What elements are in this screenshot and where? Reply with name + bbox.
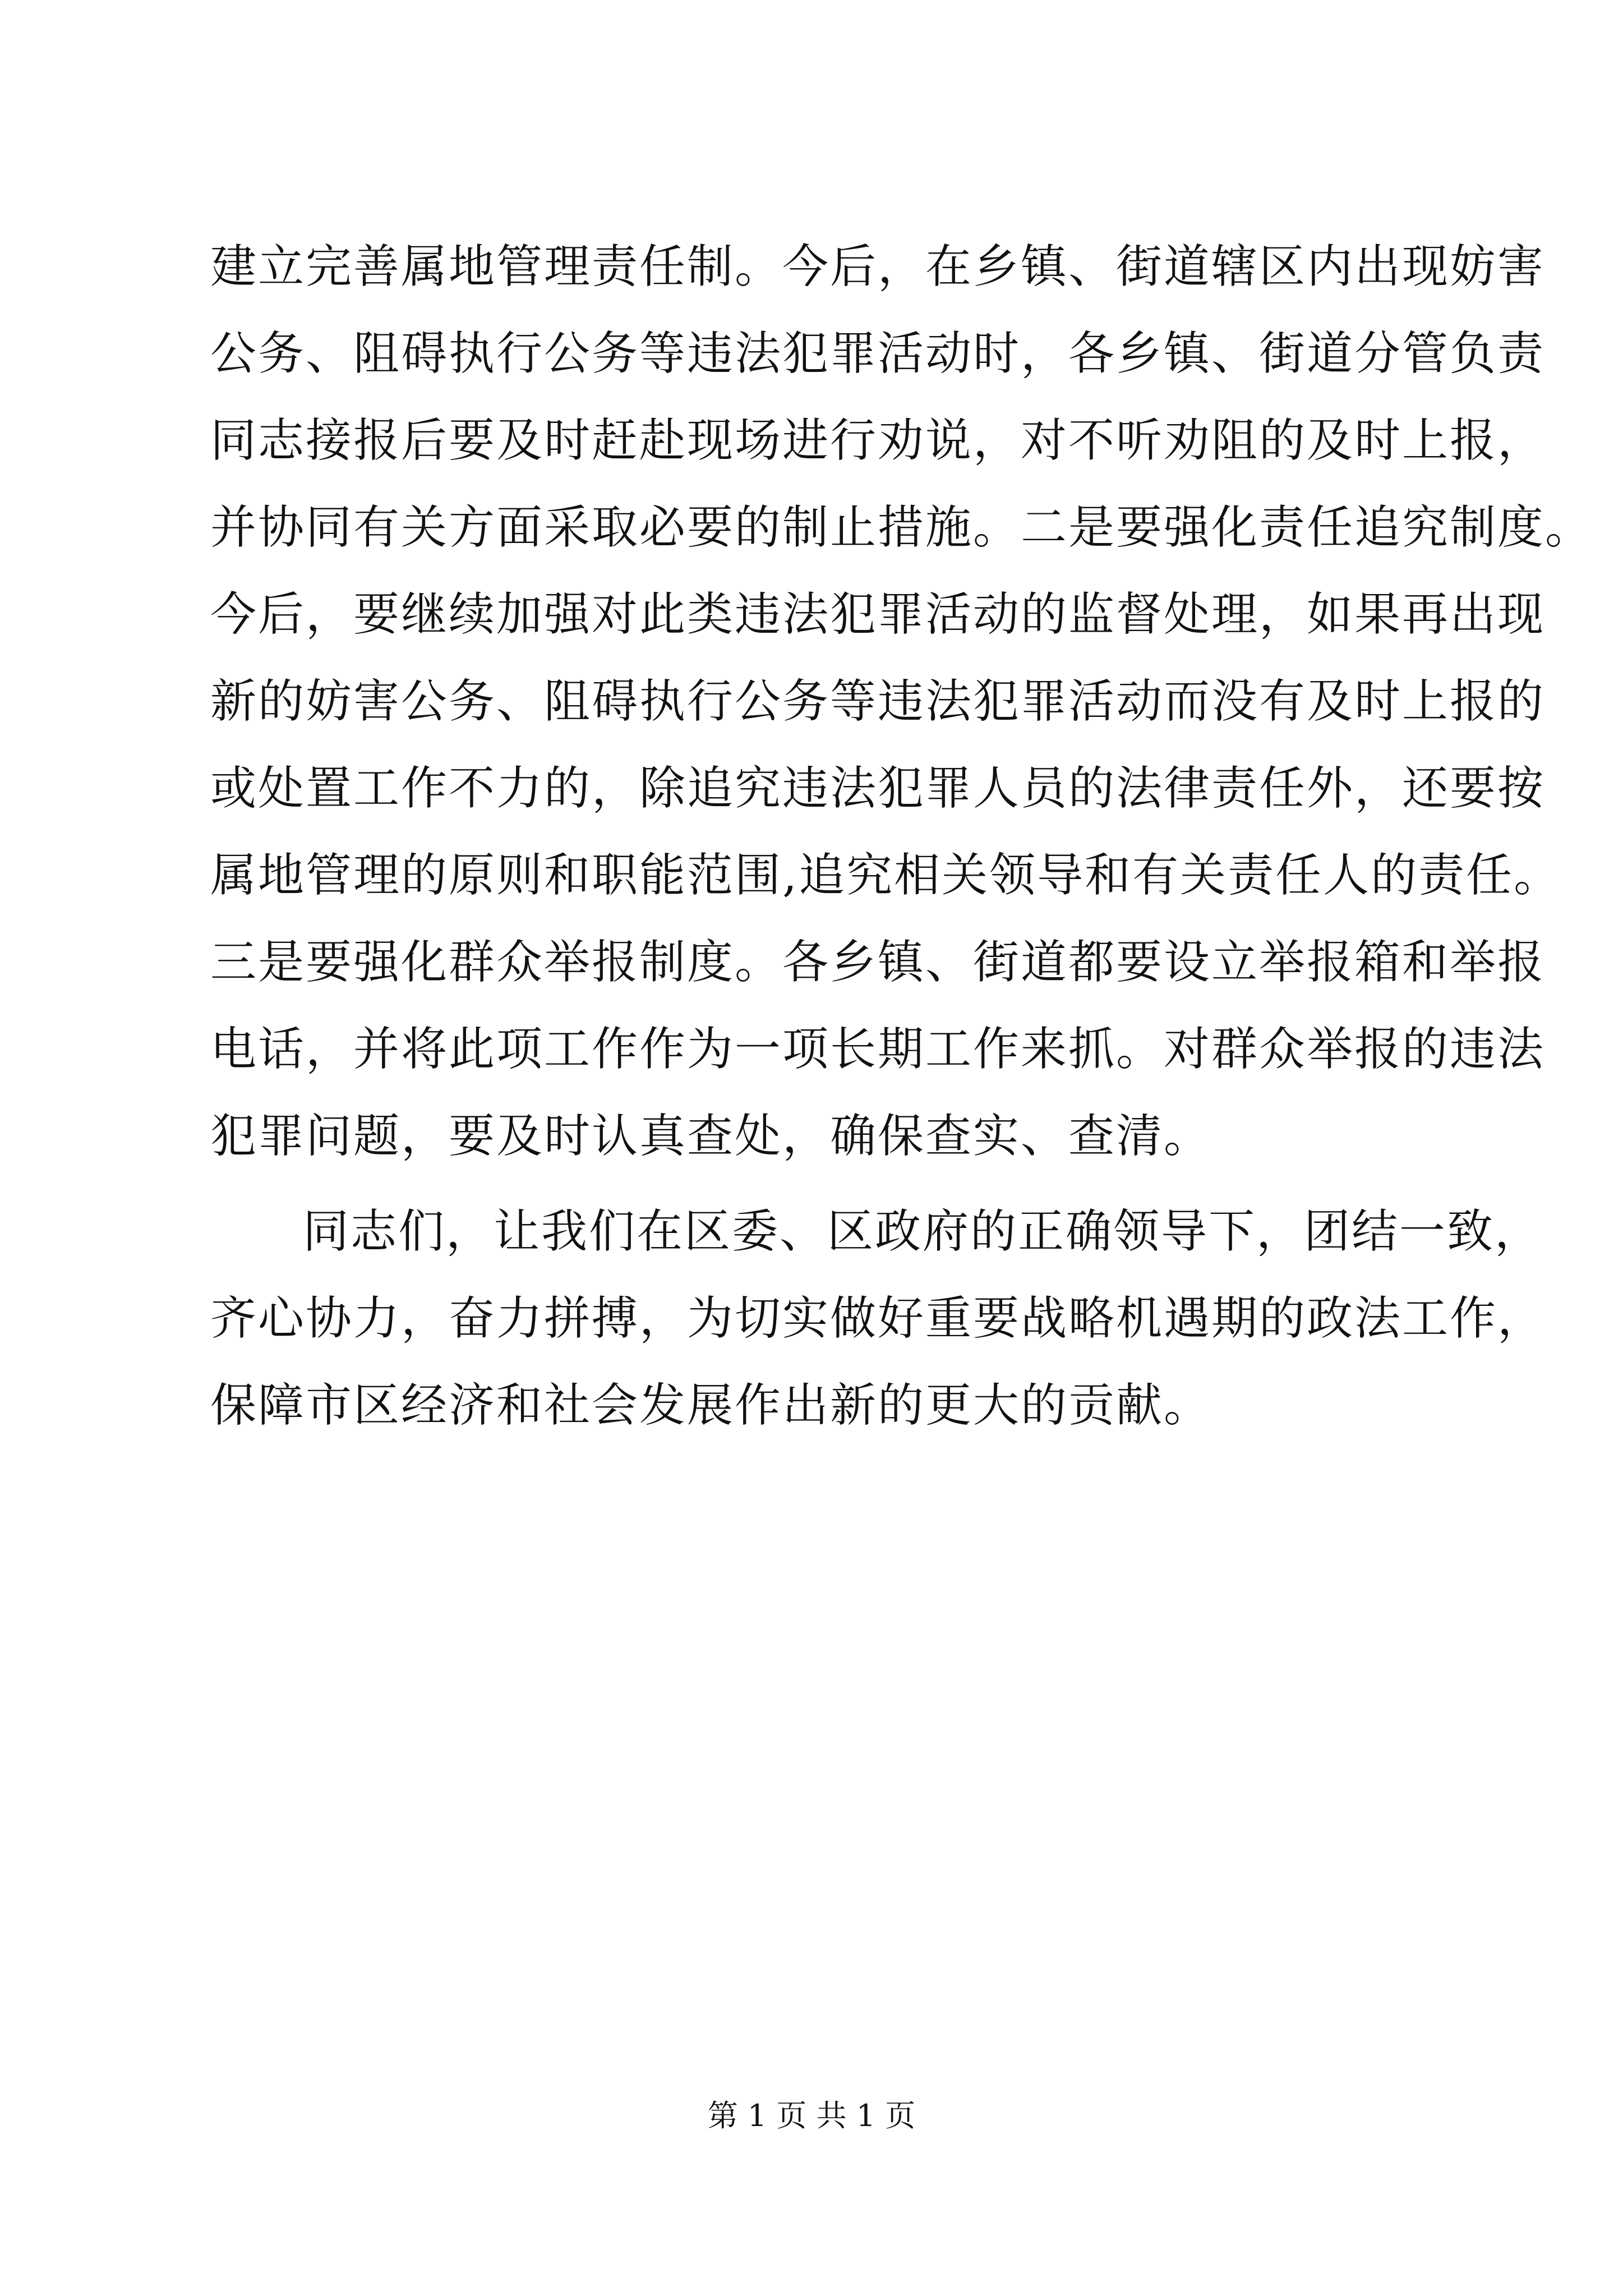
paragraph-1-line-7: 或处置工作不力的，除追究违法犯罪人员的法律责任外，还要按	[210, 762, 1546, 815]
page-number-footer: 第 1 页 共 1 页	[707, 2098, 916, 2133]
paragraph-2-line-3: 保障市区经济和社会发展作出新的更大的贡献。	[210, 1379, 1212, 1432]
paragraph-1-line-10: 电话，并将此项工作作为一项长期工作来抓。对群众举报的违法	[210, 1023, 1546, 1076]
paragraph-2-line-1: 同志们，让我们在区委、区政府的正确领导下，团结一致，	[303, 1205, 1543, 1258]
paragraph-1-line-11: 犯罪问题，要及时认真查处，确保查实、查清。	[210, 1110, 1212, 1163]
paragraph-1-line-3: 同志接报后要及时赶赴现场进行劝说，对不听劝阻的及时上报，	[210, 414, 1546, 467]
paragraph-1-line-4: 并协同有关方面采取必要的制止措施。二是要强化责任追究制度。	[210, 501, 1593, 554]
paragraph-1-line-9: 三是要强化群众举报制度。各乡镇、街道都要设立举报箱和举报	[210, 936, 1546, 989]
paragraph-1-line-6: 新的妨害公务、阻碍执行公务等违法犯罪活动而没有及时上报的	[210, 675, 1546, 728]
paragraph-1-line-8: 属地管理的原则和职能范围,追究相关领导和有关责任人的责任。	[210, 849, 1562, 902]
paragraph-1-line-2: 公务、阻碍执行公务等违法犯罪活动时，各乡镇、街道分管负责	[210, 327, 1546, 380]
paragraph-1-line-1: 建立完善属地管理责任制。今后，在乡镇、街道辖区内出现妨害	[210, 240, 1546, 293]
paragraph-1-line-5: 今后，要继续加强对此类违法犯罪活动的监督处理，如果再出现	[210, 588, 1546, 641]
paragraph-2-line-2: 齐心协力，奋力拼搏，为切实做好重要战略机遇期的政法工作，	[210, 1292, 1546, 1345]
